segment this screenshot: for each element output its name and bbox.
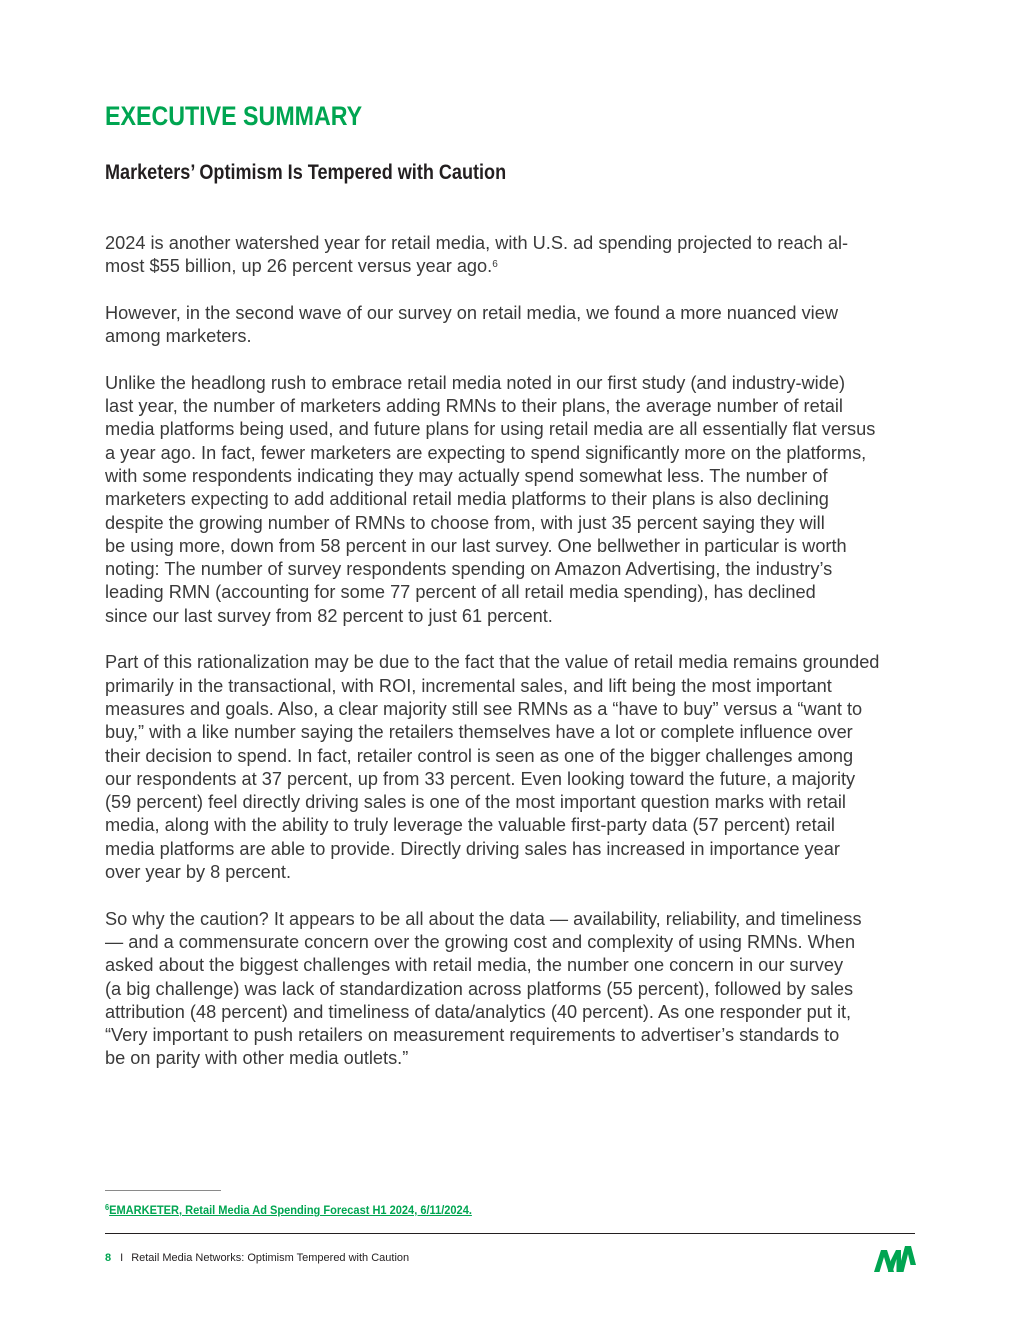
paragraph-line: with some respondents indicating they may actually spend somewhat less. The number of — [105, 465, 828, 486]
paragraph-line: be on parity with other media outlets.” — [105, 1048, 409, 1069]
paragraph-line: their decision to spend. In fact, retailer control is seen as one of the bigger challenges among — [105, 745, 854, 766]
paragraph-line: among marketers. — [105, 326, 252, 347]
footnote-divider — [105, 1190, 221, 1191]
paragraph-line: Part of this rationalization may be due to the fact that the value of retail media remains grounded — [105, 652, 880, 673]
paragraph-line: asked about the biggest challenges with retail media, the number one concern in our survey — [105, 955, 844, 976]
page-number: 8 — [105, 1252, 112, 1264]
body-text — [105, 232, 920, 1094]
paragraph-line: since our last survey from 82 percent to just 61 percent. — [105, 605, 553, 626]
paragraph-line: So why the caution? It appears to be all about the data — availability, reliability, and timeliness — [105, 908, 862, 929]
footer-title: Retail Media Networks: Optimism Tempered with Caution — [131, 1252, 410, 1264]
paragraph-line: a year ago. In fact, fewer marketers are expecting to spend significantly more on the platforms, — [105, 442, 867, 463]
paragraph-line: 2024 is another watershed year for retail media, with U.S. ad spending projected to reach al- — [105, 233, 849, 253]
paragraph-line: most $55 billion, up 26 percent versus year ago. — [105, 256, 493, 277]
paragraph-line: over year by 8 percent. — [105, 862, 292, 883]
paragraph-line: (59 percent) feel directly driving sales is one of the most important question marks with retail — [105, 792, 846, 813]
page-footer — [105, 1252, 409, 1264]
footnote-reference[interactable]: 6 — [492, 259, 498, 271]
paragraph-line: (a big challenge) was lack of standardization across platforms (55 percent), followed by sales — [105, 978, 854, 999]
paragraph-line: last year, the number of marketers adding RMNs to their plans, the average number of retail — [105, 396, 843, 417]
footer-separator: I — [120, 1252, 124, 1264]
paragraph-line: However, in the second wave of our survey on retail media, we found a more nuanced view — [105, 302, 838, 323]
paragraph-3 — [105, 372, 920, 628]
paragraph-line: buy,” with a like number saying the retailers themselves have a lot or complete influence over — [105, 722, 853, 743]
paragraph-line: media platforms being used, and future plans for using retail media are all essentially flat versus — [105, 419, 876, 440]
section-title: EXECUTIVE SUMMARY — [105, 101, 363, 131]
paragraph-line: media platforms are able to provide. Directly driving sales has increased in importance year — [105, 838, 840, 859]
paragraph-line: measures and goals. Also, a clear majority still see RMNs as a “have to buy” versus a “want to — [105, 698, 863, 719]
ana-logo-icon — [874, 1246, 916, 1272]
paragraph-line: primarily in the transactional, with ROI, incremental sales, and lift being the most important — [105, 675, 832, 696]
paragraph-line: media, along with the ability to truly leverage the valuable first-party data (57 percent) retail — [105, 815, 835, 836]
paragraph-line: be using more, down from 58 percent in our last survey. One bellwether in particular is worth — [105, 535, 847, 556]
paragraph-5 — [105, 908, 920, 1071]
paragraph-2 — [105, 302, 920, 349]
page-subtitle: Marketers’ Optimism Is Tempered with Caution — [105, 161, 507, 184]
footnote — [105, 1203, 472, 1217]
paragraph-1 — [105, 232, 920, 279]
paragraph-line: “Very important to push retailers on measurement requirements to advertiser’s standards to — [105, 1025, 840, 1046]
footnote-number: 6 — [105, 1203, 110, 1212]
paragraph-line: noting: The number of survey respondents spending on Amazon Advertising, the industry’s — [105, 559, 833, 580]
footer-divider — [105, 1233, 915, 1234]
paragraph-4 — [105, 651, 920, 884]
paragraph-line: — and a commensurate concern over the growing cost and complexity of using RMNs. When — [105, 931, 856, 952]
paragraph-line: leading RMN (accounting for some 77 percent of all retail media spending), has declined — [105, 582, 816, 603]
footnote-source-link[interactable]: EMARKETER, Retail Media Ad Spending Forecast H1 2024, 6/11/2024. — [109, 1203, 472, 1217]
paragraph-line: despite the growing number of RMNs to choose from, with just 35 percent saying they will — [105, 512, 825, 533]
paragraph-line: attribution (48 percent) and timeliness of data/analytics (40 percent). As one responder put it, — [105, 1001, 852, 1022]
paragraph-line: marketers expecting to add additional retail media platforms to their plans is also declining — [105, 489, 829, 510]
paragraph-line: our respondents at 37 percent, up from 33 percent. Even looking toward the future, a majority — [105, 768, 856, 789]
paragraph-line: Unlike the headlong rush to embrace retail media noted in our first study (and industry-wide) — [105, 372, 846, 393]
